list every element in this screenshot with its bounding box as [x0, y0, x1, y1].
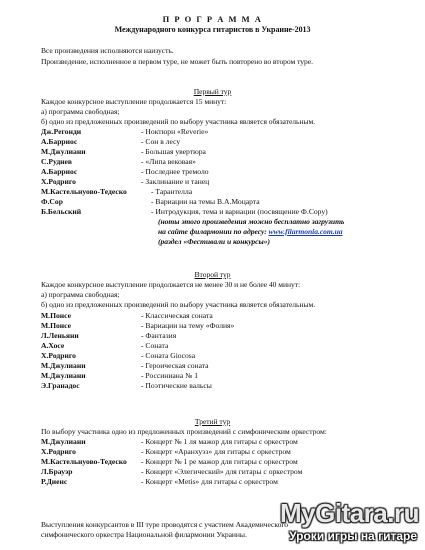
- round3-work: - Концерт «Элегический» для гитары с оркестром: [141, 467, 303, 476]
- round1-work: - Сон в лесу: [141, 137, 181, 146]
- footer-line-1: Выступления конкурсантов в III туре проводятся с участием Академического: [41, 520, 288, 529]
- round1-work: - Вариации на темы В.А.Моцарта: [151, 197, 260, 206]
- round1-note-line-3: (раздел «Фестивали и конкурсы»): [158, 237, 270, 246]
- round2-composer: Х.Родриго: [41, 351, 76, 360]
- round1-composer: М.Джулиани: [41, 147, 86, 156]
- round2-composer: Э.Гранадос: [41, 381, 80, 390]
- round3-work: - Концерт «Metis» для гитары с оркестром: [141, 477, 278, 486]
- round3-work: - Концерт № 1 ре мажор для гитары с оркестром: [141, 457, 298, 466]
- round1-composer: Х.Родриго: [41, 177, 76, 186]
- round2-line-1: Каждое конкурсное выступление продолжается не менее 30 и не более 40 минут:: [41, 280, 301, 289]
- round2-composer: А.Хосе: [41, 341, 65, 350]
- round3-composer: Х.Родриго: [41, 447, 76, 456]
- intro-line-1: Все произведения исполняются наизусть.: [41, 46, 174, 55]
- round1-composer: Ф.Сор: [41, 197, 63, 206]
- round1-heading: Первый тур: [193, 87, 232, 96]
- round2-work: - Соната Giocosa: [141, 351, 196, 360]
- round1-work: - Интродукция, тема и вариации (посвящение Ф.Сору): [151, 207, 328, 216]
- round1-composer: А.Барриос: [41, 167, 78, 176]
- round1-line-1: Каждое конкурсное выступление продолжается 15 минут:: [41, 97, 227, 106]
- round1-note-line-2: [158, 227, 343, 236]
- round2-line-2: а) программа свободная;: [41, 290, 120, 299]
- round3-composer: М.Джулиани: [41, 437, 86, 446]
- watermark-site: MyGitara.ru: [280, 498, 419, 528]
- round1-note-line-1: (ноты этого произведения можно бесплатно загрузить: [158, 217, 345, 226]
- round1-composer: Б.Бельский: [41, 207, 82, 216]
- round2-line-3: б) одно из предложенных произведений по выбору участника является обязательным.: [41, 300, 316, 309]
- footer-line-2: симфонического оркестра Национальной филармонии Украины.: [41, 530, 247, 539]
- filarmonia-link[interactable]: www.filarmonia.com.ua: [268, 227, 343, 236]
- watermark-tagline: Уроки игры на гитаре: [289, 529, 417, 543]
- round1-work: - Большая увертюра: [141, 147, 206, 156]
- program-title: П Р О Г Р А М М А: [162, 14, 263, 24]
- round3-work: - Концерт № 1 ля мажор для гитары с оркестром: [141, 437, 298, 446]
- round1-work: - Заклинание и танец: [141, 177, 210, 186]
- round3-work: - Концерт «Аранхуэз» для гитары с оркестром: [141, 447, 291, 456]
- round1-note-text: на сайте филармонии по адресу:: [158, 227, 269, 236]
- round2-composer: М.Понсе: [41, 311, 71, 320]
- round2-composer: М.Понсе: [41, 321, 71, 330]
- round1-composer: С.Руднев: [41, 157, 73, 166]
- round2-work: - Поэтические вальсы: [141, 381, 212, 390]
- round3-composer: Р.Диенс: [41, 477, 68, 486]
- round1-composer: М.Кастельнуово-Тедеско: [41, 187, 127, 196]
- round1-composer: А.Барриос: [41, 137, 78, 146]
- round1-work: - Тарантелла: [151, 187, 193, 196]
- round1-work: - «Липа вековая»: [141, 157, 196, 166]
- round1-composer: Дж.Регонди: [41, 127, 82, 136]
- round3-composer: Л.Брауэр: [41, 467, 73, 476]
- round2-composer: М.Джулиани: [41, 371, 86, 380]
- round2-work: - Соната: [141, 341, 169, 350]
- intro-line-2: Произведение, исполненное в первом туре, не может быть повторено во втором туре.: [41, 57, 313, 66]
- program-subtitle: Международного конкурса гитаристов в Украине-2013: [114, 25, 311, 34]
- round2-work: - Россиниана № 1: [141, 371, 199, 380]
- round2-heading: Второй тур: [194, 270, 231, 279]
- round1-work: - Ноктюрн «Reverie»: [141, 127, 209, 136]
- round2-composer: Л.Леньяни: [41, 331, 79, 340]
- round3-heading: Третий тур: [194, 417, 231, 426]
- round2-work: - Вариации на тему «Фолия»: [141, 321, 235, 330]
- round2-work: - Героическая соната: [141, 361, 209, 370]
- round3-line: По выбору участника одно из предложенных произведений с симфоническим оркестром:: [41, 427, 327, 436]
- round1-line-2: а) программа свободная;: [41, 107, 120, 116]
- round2-composer: М.Джулиани: [41, 361, 86, 370]
- round1-line-3: б) одно из предложенных произведений по выбору участника является обязательным.: [41, 117, 316, 126]
- round1-work: - Последнее тремоло: [141, 167, 209, 176]
- round3-composer: М.Кастельнуово-Тедеско: [41, 457, 127, 466]
- round2-work: - Классическая соната: [141, 311, 213, 320]
- round2-work: - Фантазия: [141, 331, 177, 340]
